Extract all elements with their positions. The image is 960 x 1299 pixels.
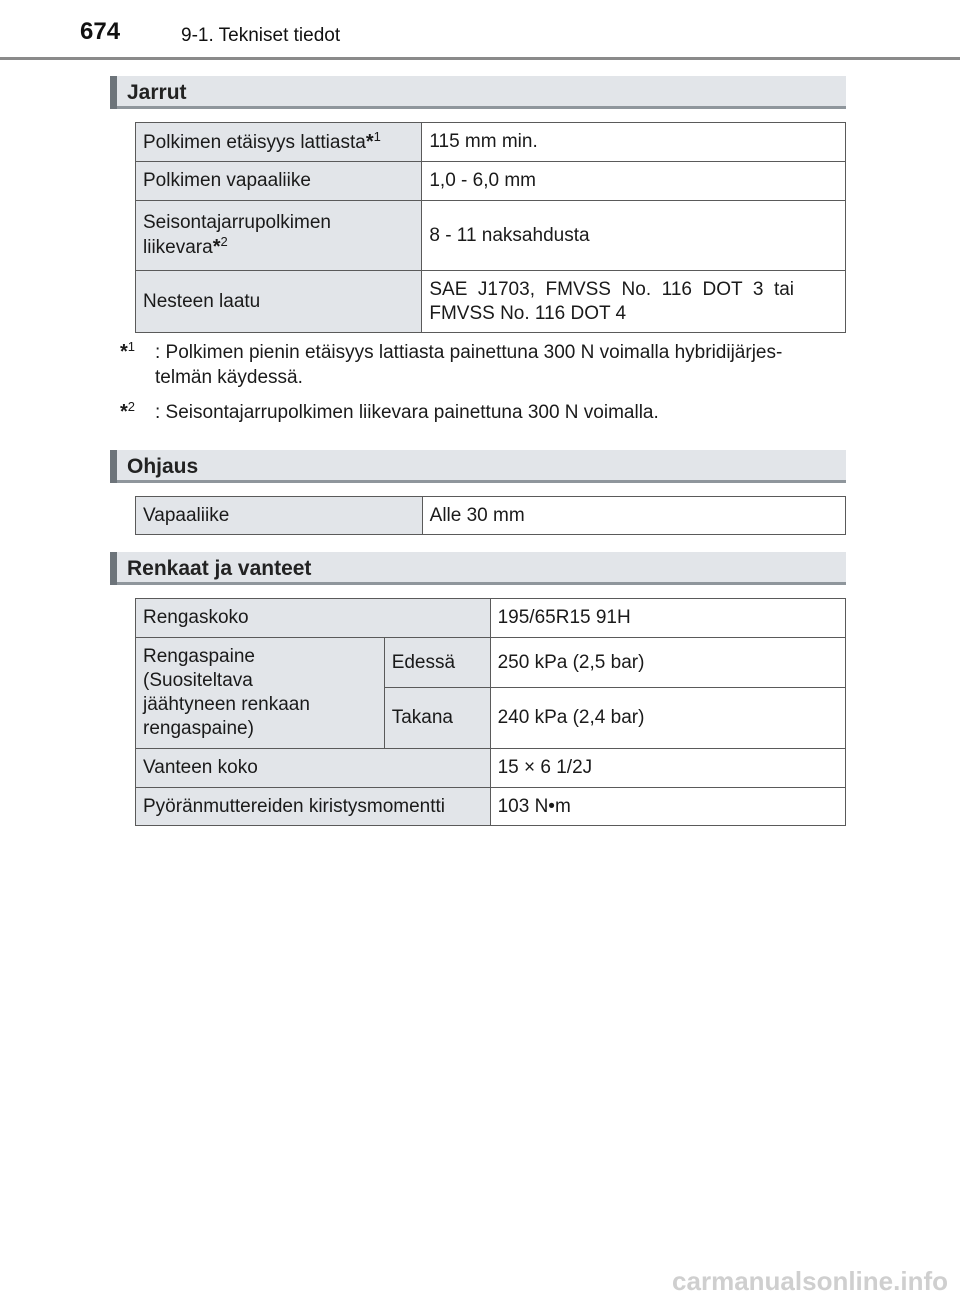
section-title: Jarrut bbox=[127, 81, 187, 104]
spec-label: Rengaskoko bbox=[136, 599, 491, 638]
brakes-table bbox=[135, 122, 846, 333]
wheels-table bbox=[135, 598, 846, 826]
section-heading-brakes bbox=[110, 76, 846, 109]
section-heading-steering bbox=[110, 450, 846, 483]
footnote: *$^1$ : Polkimen pienin etäisyys lattiasta painettuna 300 N voimalla hybridijärjes- telmän käydessä. bbox=[120, 339, 783, 388]
section-title: Ohjaus bbox=[127, 455, 199, 478]
watermark: carmanualsonline.info bbox=[672, 1266, 948, 1296]
table-row bbox=[136, 788, 846, 826]
spec-label: Nesteen laatu bbox=[136, 271, 422, 333]
section-title: Renkaat ja vanteet bbox=[127, 557, 312, 580]
header-divider bbox=[0, 57, 960, 60]
section-heading-wheels bbox=[110, 552, 846, 585]
footnotes bbox=[120, 340, 840, 435]
spec-value: 240 kPa (2,4 bar) bbox=[490, 688, 845, 749]
spec-value: 103 N•m bbox=[490, 788, 845, 826]
spec-value: SAE J1703, FMVSS No. 116 DOT 3 tai FMVSS No. 116 DOT 4 bbox=[422, 271, 846, 333]
chapter-title: 9-1. Tekniset tiedot bbox=[181, 25, 341, 46]
table-row bbox=[136, 123, 846, 162]
page-header bbox=[0, 0, 960, 62]
page-number: 674 bbox=[80, 18, 121, 45]
table-row bbox=[136, 201, 846, 271]
spec-label: Vanteen koko bbox=[136, 749, 491, 788]
spec-value: 195/65R15 91H bbox=[490, 599, 845, 638]
spec-sublabel: Edessä bbox=[384, 638, 490, 688]
spec-value: 1,0 - 6,0 mm bbox=[422, 162, 846, 201]
spec-label: Polkimen etäisyys lattiasta*$^1$ bbox=[136, 123, 422, 162]
table-row bbox=[136, 497, 846, 535]
table-row bbox=[136, 162, 846, 201]
footnote: *$^2$ : Seisontajarrupolkimen liikevara painettuna 300 N voimalla. bbox=[120, 399, 659, 423]
spec-value: 250 kPa (2,5 bar) bbox=[490, 638, 845, 688]
table-row bbox=[136, 749, 846, 788]
spec-label: Seisontajarrupolkimen liikevara*$^2$ bbox=[136, 201, 422, 271]
spec-value: 115 mm min. bbox=[422, 123, 846, 162]
spec-sublabel: Takana bbox=[384, 688, 490, 749]
spec-value: Alle 30 mm bbox=[422, 497, 845, 535]
table-row bbox=[136, 271, 846, 333]
spec-label: Polkimen vapaaliike bbox=[136, 162, 422, 201]
steering-table bbox=[135, 496, 846, 535]
spec-value: 8 - 11 naksahdusta bbox=[422, 201, 846, 271]
table-row bbox=[136, 638, 846, 688]
spec-value: 15 × 6 1/2J bbox=[490, 749, 845, 788]
spec-label: Rengaspaine (Suositeltava jäähtyneen renkaan rengaspaine) bbox=[136, 638, 385, 749]
table-row bbox=[136, 599, 846, 638]
spec-label: Vapaaliike bbox=[136, 497, 423, 535]
spec-label: Pyöränmuttereiden kiristysmomentti bbox=[136, 788, 491, 826]
